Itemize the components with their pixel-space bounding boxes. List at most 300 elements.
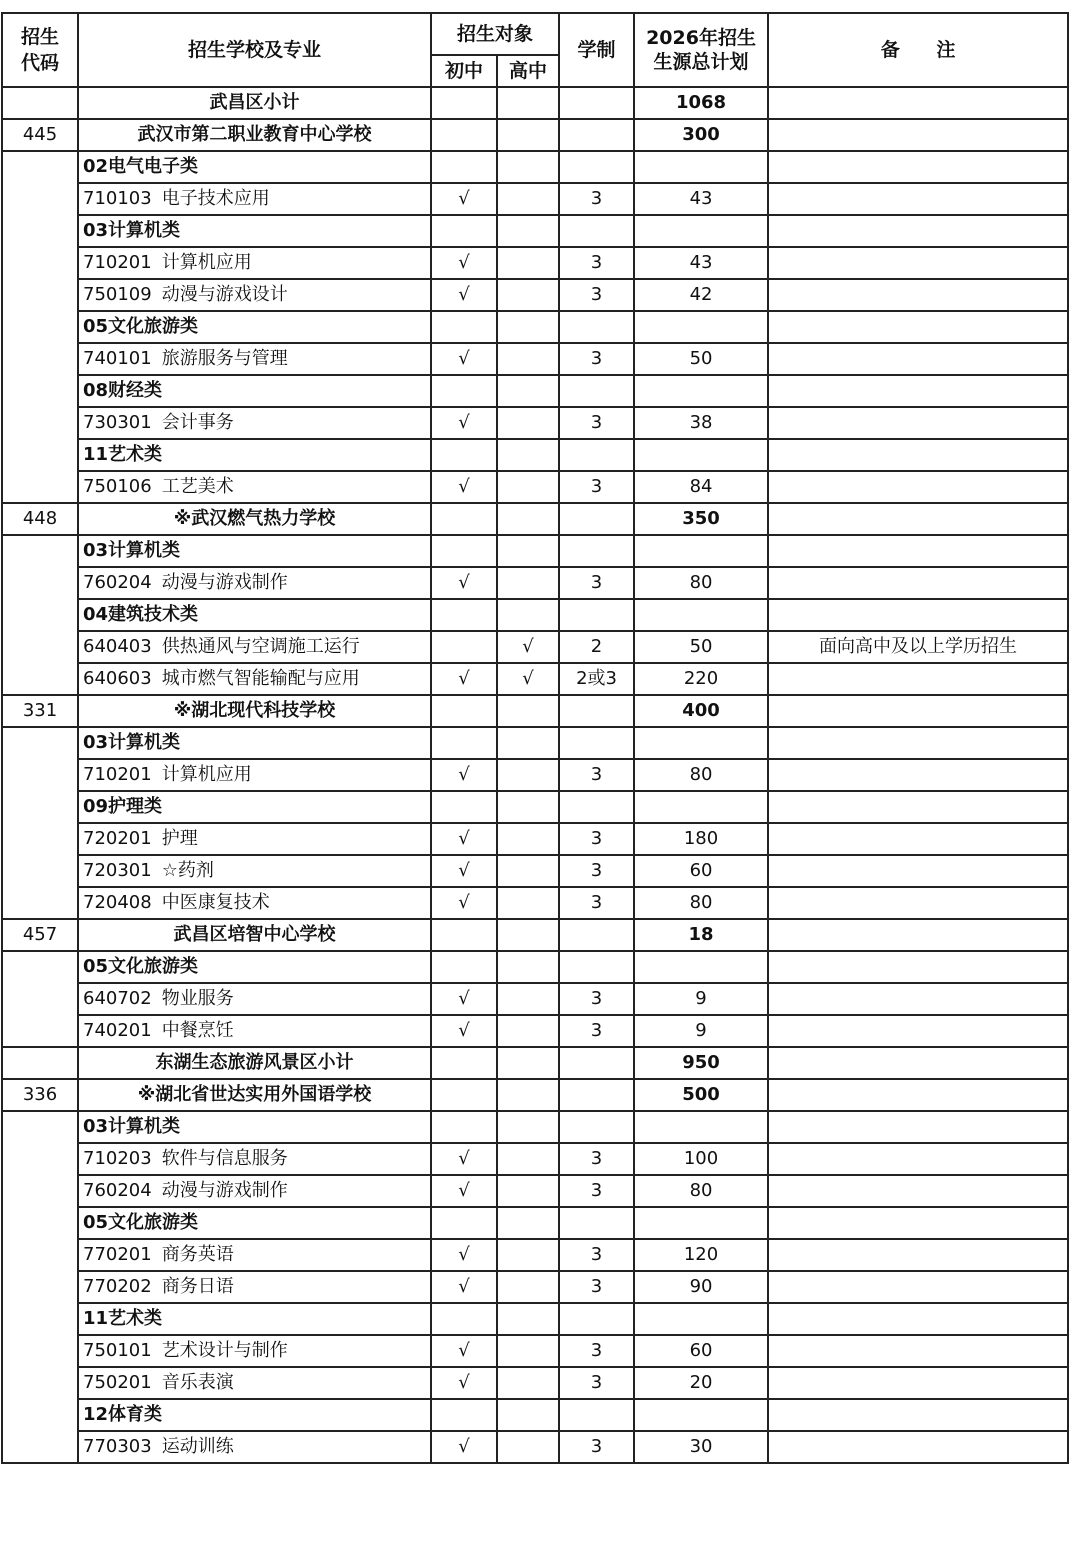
- remark-cell: [768, 1079, 1068, 1111]
- total-cell: [634, 1111, 768, 1143]
- senior-cell: [497, 951, 559, 983]
- senior-cell: [497, 535, 559, 567]
- junior-cell: [431, 1207, 497, 1239]
- remark-cell: [768, 311, 1068, 343]
- duration-cell: [559, 1047, 634, 1079]
- school-code: 445: [2, 119, 78, 151]
- junior-cell: [431, 151, 497, 183]
- category-row: [2, 1207, 1068, 1239]
- category-name: 09护理类: [78, 791, 431, 823]
- major-row: [2, 567, 1068, 599]
- header-target: 招生对象: [431, 13, 559, 55]
- duration-cell: [559, 215, 634, 247]
- remark-value: [768, 1239, 1068, 1271]
- senior-cell: [497, 695, 559, 727]
- subtotal-name: 武昌区小计: [78, 87, 431, 119]
- header-school: 招生学校及专业: [78, 13, 431, 87]
- major-cell: [78, 1367, 431, 1399]
- school-row: [2, 503, 1068, 535]
- duration-value: 3: [559, 823, 634, 855]
- remark-value: [768, 1271, 1068, 1303]
- school-total: 400: [634, 695, 768, 727]
- major-cell: [78, 471, 431, 503]
- junior-check: √: [431, 887, 497, 919]
- junior-check: √: [431, 1015, 497, 1047]
- senior-cell: [497, 1079, 559, 1111]
- junior-check: √: [431, 183, 497, 215]
- major-code: 720301: [83, 860, 152, 881]
- remark-cell: [768, 439, 1068, 471]
- school-code: 336: [2, 1079, 78, 1111]
- duration-value: 3: [559, 407, 634, 439]
- remark-cell: [768, 151, 1068, 183]
- school-code: 448: [2, 503, 78, 535]
- junior-check: √: [431, 343, 497, 375]
- duration-value: 2: [559, 631, 634, 663]
- senior-cell: [497, 503, 559, 535]
- major-cell: [78, 1239, 431, 1271]
- code-cell: [2, 1047, 78, 1079]
- duration-value: 3: [559, 855, 634, 887]
- major-code: 710103: [83, 188, 152, 209]
- senior-check: [497, 855, 559, 887]
- category-row: [2, 215, 1068, 247]
- duration-cell: [559, 1207, 634, 1239]
- header-remark: [768, 13, 1068, 87]
- category-name: 05文化旅游类: [78, 311, 431, 343]
- enrollment-plan-table: [1, 12, 1069, 1464]
- school-total: 300: [634, 119, 768, 151]
- senior-check: [497, 1271, 559, 1303]
- junior-cell: [431, 951, 497, 983]
- duration-cell: [559, 1111, 634, 1143]
- remark-cell: [768, 503, 1068, 535]
- major-name: 艺术设计与制作: [161, 1340, 288, 1361]
- duration-value: 3: [559, 1335, 634, 1367]
- major-total: 60: [634, 1335, 768, 1367]
- code-cell: [2, 727, 78, 919]
- major-name: 中医康复技术: [161, 892, 270, 913]
- category-row: [2, 727, 1068, 759]
- header-remark-label: 备 注: [880, 39, 956, 61]
- major-total: 80: [634, 567, 768, 599]
- major-code: 760204: [83, 572, 152, 593]
- duration-cell: [559, 535, 634, 567]
- senior-check: [497, 1239, 559, 1271]
- remark-value: [768, 407, 1068, 439]
- remark-cell: [768, 1399, 1068, 1431]
- school-row: [2, 119, 1068, 151]
- junior-check: √: [431, 1431, 497, 1463]
- major-name: 运动训练: [161, 1436, 234, 1457]
- total-cell: [634, 151, 768, 183]
- remark-value: [768, 663, 1068, 695]
- duration-value: 3: [559, 1015, 634, 1047]
- major-code: 770201: [83, 1244, 152, 1265]
- remark-value: [768, 1175, 1068, 1207]
- major-cell: [78, 1431, 431, 1463]
- duration-value: 3: [559, 1143, 634, 1175]
- major-cell: [78, 1271, 431, 1303]
- senior-cell: [497, 1111, 559, 1143]
- major-cell: [78, 343, 431, 375]
- major-row: [2, 663, 1068, 695]
- senior-check: [497, 823, 559, 855]
- senior-check: [497, 183, 559, 215]
- senior-check: √: [497, 631, 559, 663]
- major-cell: [78, 1015, 431, 1047]
- category-name: 03计算机类: [78, 1111, 431, 1143]
- category-row: [2, 375, 1068, 407]
- duration-value: 3: [559, 183, 634, 215]
- duration-cell: [559, 1303, 634, 1335]
- junior-check: √: [431, 663, 497, 695]
- major-row: [2, 471, 1068, 503]
- school-code: 457: [2, 919, 78, 951]
- header-plan-line2: 生源总计划: [653, 51, 749, 73]
- senior-check: [497, 1367, 559, 1399]
- code-cell: [2, 535, 78, 695]
- duration-cell: [559, 503, 634, 535]
- duration-value: 3: [559, 279, 634, 311]
- school-row: [2, 919, 1068, 951]
- major-cell: [78, 407, 431, 439]
- major-code: 640603: [83, 668, 152, 689]
- remark-value: [768, 183, 1068, 215]
- junior-check: √: [431, 471, 497, 503]
- major-code: 760204: [83, 1180, 152, 1201]
- header-code-label: 招生代码: [20, 26, 59, 74]
- remark-value: [768, 471, 1068, 503]
- major-cell: [78, 983, 431, 1015]
- major-code: 710201: [83, 252, 152, 273]
- major-code: 720408: [83, 892, 152, 913]
- major-name: 动漫与游戏制作: [161, 1180, 288, 1201]
- major-total: 84: [634, 471, 768, 503]
- category-row: [2, 1303, 1068, 1335]
- senior-cell: [497, 1047, 559, 1079]
- subtotal-name: 东湖生态旅游风景区小计: [78, 1047, 431, 1079]
- subtotal-total: 950: [634, 1047, 768, 1079]
- duration-cell: [559, 727, 634, 759]
- remark-cell: [768, 535, 1068, 567]
- junior-check: √: [431, 1175, 497, 1207]
- major-total: 50: [634, 343, 768, 375]
- senior-cell: [497, 1207, 559, 1239]
- major-name: 工艺美术: [161, 476, 234, 497]
- major-total: 60: [634, 855, 768, 887]
- major-code: 750109: [83, 284, 152, 305]
- remark-cell: [768, 1047, 1068, 1079]
- major-code: 770303: [83, 1436, 152, 1457]
- major-row: [2, 407, 1068, 439]
- major-row: [2, 855, 1068, 887]
- junior-check: √: [431, 1367, 497, 1399]
- junior-cell: [431, 1111, 497, 1143]
- school-total: 18: [634, 919, 768, 951]
- senior-check: [497, 343, 559, 375]
- total-cell: [634, 1207, 768, 1239]
- major-name: 供热通风与空调施工运行: [161, 636, 360, 657]
- remark-value: 面向高中及以上学历招生: [768, 631, 1068, 663]
- major-total: 120: [634, 1239, 768, 1271]
- major-total: 43: [634, 247, 768, 279]
- major-total: 90: [634, 1271, 768, 1303]
- remark-value: [768, 1431, 1068, 1463]
- major-total: 9: [634, 983, 768, 1015]
- junior-cell: [431, 215, 497, 247]
- category-row: [2, 1399, 1068, 1431]
- total-cell: [634, 215, 768, 247]
- junior-check: √: [431, 1143, 497, 1175]
- duration-value: 3: [559, 1239, 634, 1271]
- school-row: [2, 1079, 1068, 1111]
- header-duration: 学制: [559, 13, 634, 87]
- junior-check: √: [431, 1271, 497, 1303]
- major-row: [2, 343, 1068, 375]
- duration-value: 3: [559, 887, 634, 919]
- major-row: [2, 1239, 1068, 1271]
- duration-cell: [559, 951, 634, 983]
- major-total: 80: [634, 887, 768, 919]
- remark-value: [768, 247, 1068, 279]
- school-total: 500: [634, 1079, 768, 1111]
- junior-cell: [431, 695, 497, 727]
- senior-check: [497, 1335, 559, 1367]
- junior-check: √: [431, 247, 497, 279]
- junior-check: √: [431, 983, 497, 1015]
- major-code: 720201: [83, 828, 152, 849]
- junior-check: √: [431, 567, 497, 599]
- junior-cell: [431, 919, 497, 951]
- major-total: 42: [634, 279, 768, 311]
- category-row: [2, 439, 1068, 471]
- junior-cell: [431, 311, 497, 343]
- major-row: [2, 1015, 1068, 1047]
- major-name: 护理: [161, 828, 198, 849]
- header-code: [2, 13, 78, 87]
- junior-cell: [431, 87, 497, 119]
- major-cell: [78, 183, 431, 215]
- code-cell: [2, 951, 78, 1047]
- major-row: [2, 887, 1068, 919]
- remark-cell: [768, 1207, 1068, 1239]
- junior-check: √: [431, 823, 497, 855]
- major-total: 50: [634, 631, 768, 663]
- total-cell: [634, 311, 768, 343]
- code-cell: [2, 151, 78, 503]
- duration-cell: [559, 375, 634, 407]
- total-cell: [634, 535, 768, 567]
- major-name: 计算机应用: [161, 252, 252, 273]
- senior-check: [497, 1175, 559, 1207]
- senior-check: [497, 279, 559, 311]
- remark-cell: [768, 727, 1068, 759]
- senior-check: [497, 407, 559, 439]
- junior-check: √: [431, 759, 497, 791]
- senior-cell: [497, 151, 559, 183]
- major-code: 770202: [83, 1276, 152, 1297]
- junior-check: √: [431, 1335, 497, 1367]
- major-cell: [78, 1335, 431, 1367]
- header-plan-line1: 2026年招生: [646, 27, 756, 49]
- major-row: [2, 983, 1068, 1015]
- duration-cell: [559, 119, 634, 151]
- major-code: 730301: [83, 412, 152, 433]
- header-plan: [634, 13, 768, 87]
- remark-value: [768, 1015, 1068, 1047]
- major-code: 640403: [83, 636, 152, 657]
- major-row: [2, 823, 1068, 855]
- category-row: [2, 791, 1068, 823]
- major-cell: [78, 247, 431, 279]
- major-cell: [78, 631, 431, 663]
- major-row: [2, 279, 1068, 311]
- senior-cell: [497, 439, 559, 471]
- duration-cell: [559, 151, 634, 183]
- senior-check: [497, 1015, 559, 1047]
- major-cell: [78, 567, 431, 599]
- remark-value: [768, 567, 1068, 599]
- school-name: ※湖北省世达实用外国语学校: [78, 1079, 431, 1111]
- major-code: 750101: [83, 1340, 152, 1361]
- major-name: 会计事务: [161, 412, 234, 433]
- remark-cell: [768, 119, 1068, 151]
- junior-cell: [431, 119, 497, 151]
- major-row: [2, 1431, 1068, 1463]
- major-name: 软件与信息服务: [161, 1148, 288, 1169]
- major-row: [2, 247, 1068, 279]
- junior-check: √: [431, 1239, 497, 1271]
- senior-cell: [497, 87, 559, 119]
- major-row: [2, 759, 1068, 791]
- junior-cell: [431, 1079, 497, 1111]
- senior-cell: [497, 791, 559, 823]
- major-code: 710201: [83, 764, 152, 785]
- major-total: 38: [634, 407, 768, 439]
- category-row: [2, 1111, 1068, 1143]
- junior-cell: [431, 599, 497, 631]
- major-name: 动漫与游戏设计: [161, 284, 288, 305]
- duration-value: 3: [559, 1431, 634, 1463]
- major-row: [2, 631, 1068, 663]
- major-total: 43: [634, 183, 768, 215]
- school-name: ※武汉燃气热力学校: [78, 503, 431, 535]
- major-row: [2, 183, 1068, 215]
- duration-cell: [559, 791, 634, 823]
- remark-value: [768, 887, 1068, 919]
- junior-check: [431, 631, 497, 663]
- total-cell: [634, 727, 768, 759]
- major-row: [2, 1335, 1068, 1367]
- junior-cell: [431, 503, 497, 535]
- remark-cell: [768, 1111, 1068, 1143]
- duration-value: 3: [559, 567, 634, 599]
- duration-value: 3: [559, 759, 634, 791]
- major-name: 物业服务: [161, 988, 234, 1009]
- category-name: 08财经类: [78, 375, 431, 407]
- subtotal-row: [2, 87, 1068, 119]
- duration-cell: [559, 1079, 634, 1111]
- duration-value: 3: [559, 1175, 634, 1207]
- senior-check: [497, 247, 559, 279]
- major-total: 20: [634, 1367, 768, 1399]
- remark-cell: [768, 1303, 1068, 1335]
- school-code: 331: [2, 695, 78, 727]
- duration-value: 2或3: [559, 663, 634, 695]
- duration-cell: [559, 87, 634, 119]
- junior-cell: [431, 1303, 497, 1335]
- major-code: 640702: [83, 988, 152, 1009]
- major-total: 80: [634, 1175, 768, 1207]
- category-name: 12体育类: [78, 1399, 431, 1431]
- major-code: 750106: [83, 476, 152, 497]
- major-cell: [78, 759, 431, 791]
- school-name: ※湖北现代科技学校: [78, 695, 431, 727]
- code-cell: [2, 1111, 78, 1463]
- junior-check: √: [431, 407, 497, 439]
- senior-check: [497, 567, 559, 599]
- remark-cell: [768, 375, 1068, 407]
- remark-cell: [768, 87, 1068, 119]
- major-cell: [78, 855, 431, 887]
- major-cell: [78, 1175, 431, 1207]
- remark-value: [768, 759, 1068, 791]
- major-name: ☆药剂: [161, 860, 214, 881]
- major-row: [2, 1367, 1068, 1399]
- subtotal-total: 1068: [634, 87, 768, 119]
- duration-cell: [559, 695, 634, 727]
- senior-check: √: [497, 663, 559, 695]
- total-cell: [634, 375, 768, 407]
- major-total: 9: [634, 1015, 768, 1047]
- remark-value: [768, 1367, 1068, 1399]
- major-total: 180: [634, 823, 768, 855]
- duration-cell: [559, 599, 634, 631]
- major-total: 30: [634, 1431, 768, 1463]
- remark-value: [768, 983, 1068, 1015]
- code-cell: [2, 87, 78, 119]
- major-name: 商务日语: [161, 1276, 234, 1297]
- category-name: 03计算机类: [78, 535, 431, 567]
- senior-cell: [497, 599, 559, 631]
- major-cell: [78, 1143, 431, 1175]
- remark-value: [768, 1143, 1068, 1175]
- remark-value: [768, 343, 1068, 375]
- senior-cell: [497, 727, 559, 759]
- major-row: [2, 1271, 1068, 1303]
- header-senior: 高中: [497, 55, 559, 87]
- category-name: 02电气电子类: [78, 151, 431, 183]
- category-name: 11艺术类: [78, 1303, 431, 1335]
- total-cell: [634, 791, 768, 823]
- subtotal-row: [2, 1047, 1068, 1079]
- major-cell: [78, 279, 431, 311]
- category-row: [2, 951, 1068, 983]
- major-name: 商务英语: [161, 1244, 234, 1265]
- category-name: 04建筑技术类: [78, 599, 431, 631]
- header-junior: 初中: [431, 55, 497, 87]
- duration-cell: [559, 919, 634, 951]
- duration-cell: [559, 1399, 634, 1431]
- major-cell: [78, 663, 431, 695]
- junior-check: √: [431, 855, 497, 887]
- remark-value: [768, 279, 1068, 311]
- duration-value: 3: [559, 343, 634, 375]
- senior-check: [497, 759, 559, 791]
- major-name: 城市燃气智能输配与应用: [161, 668, 360, 689]
- senior-cell: [497, 311, 559, 343]
